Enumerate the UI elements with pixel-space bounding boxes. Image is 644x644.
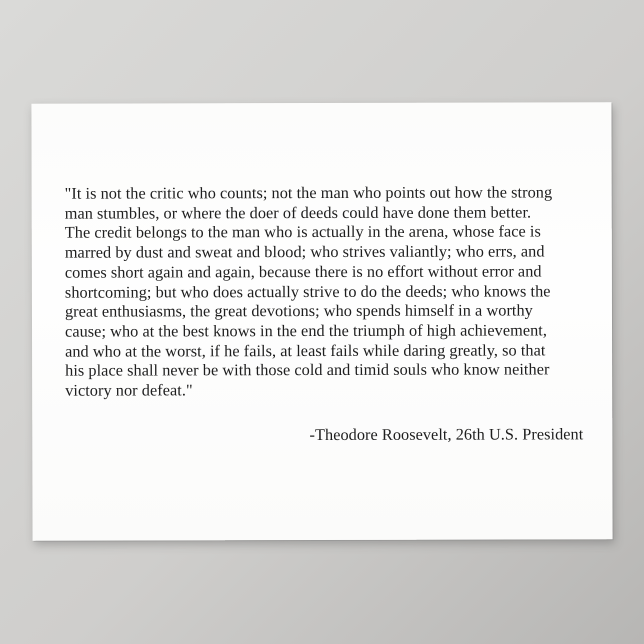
quote-line: his place shall never be with those cold and timid souls who know neither [65,359,550,381]
quote-line: comes short again and again, because there is no effort without error and [64,261,542,282]
quote-poster [31,102,612,541]
quote-line: "It is not the critic who counts; not the man who points out how the strong [64,182,553,203]
quote-line: victory nor defeat." [65,380,193,400]
quote-line: man stumbles, or where the doer of deeds could have done them better. [64,202,532,223]
quote-line: cause; who at the best knows in the end the triumph of high achievement, [64,320,548,341]
quote-line: The credit belongs to the man who is actually in the arena, whose face is [64,221,541,243]
quote-attribution: -Theodore Roosevelt, 26th U.S. President [309,424,584,445]
quote-text [65,182,584,400]
quote-line: shortcoming; but who does actually strive to do the deeds; who knows the [64,280,551,302]
quote-line: great enthusiasms, the great devotions; who spends himself in a worthy [64,300,533,321]
quote-line: marred by dust and sweat and blood; who strives valiantly; who errs, and [64,241,545,262]
quote-line: and who at the worst, if he fails, at least fails while daring greatly, so that [65,340,546,361]
